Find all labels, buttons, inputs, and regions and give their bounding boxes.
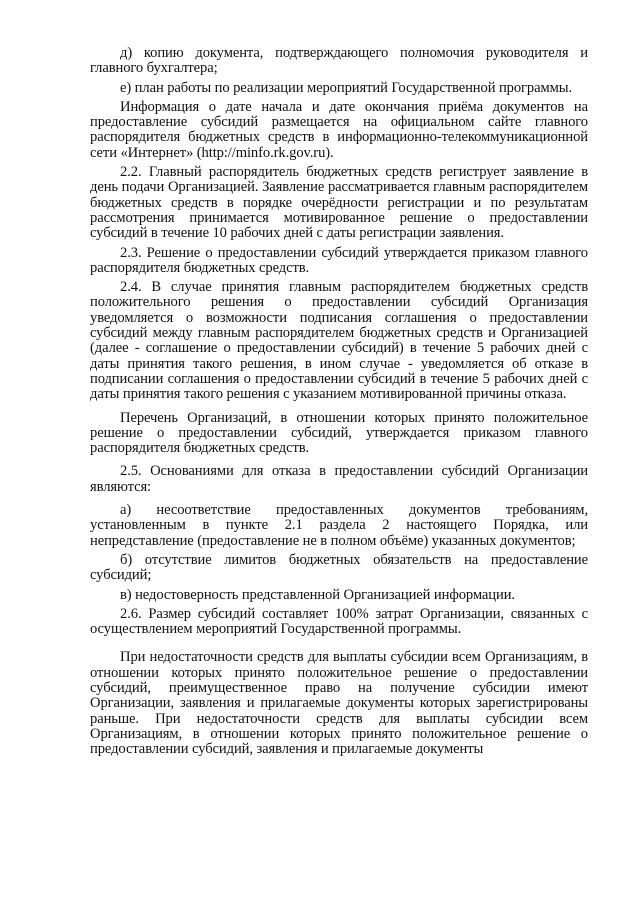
paragraph-insufficient-funds: При недостаточности средств для выплаты субсидии всем Организациям, в отношении которых принято положительное решение о предоставлении субсидий, преимущественное право на получение субсидии имеют Организации, заявления и прилагаемые документы которых зарегистрированы раньше. При недостаточности средств для выплаты субсидии всем Организациям, в отношении которых принято положительное решение о предоставлении субсидий, заявления и прилагаемые документы <box>90 649 588 758</box>
paragraph-org-list: Перечень Организаций, в отношении которых принято положительное решение о предоставлении субсидий, утверждается приказом главного распорядителя бюджетных средств. <box>90 409 588 457</box>
paragraph-2-3: 2.3. Решение о предоставлении субсидий утверждается приказом главного распорядителя бюджетных средств. <box>90 244 588 276</box>
paragraph-item-a: а) несоответствие предоставленных документов требованиям, установленным в пункте 2.1 раздела 2 настоящего Порядка, или непредставление (предоставление не в полном объёме) указанных документов; <box>90 502 588 549</box>
paragraph-item-v: в) недостоверность представленной Организацией информации. <box>120 586 515 603</box>
paragraph-2-6: 2.6. Размер субсидий составляет 100% затрат Организации, связанных с осуществлением мероприятий Государственной программы. <box>90 605 588 638</box>
paragraph-item-b: б) отсутствие лимитов бюджетных обязательств на предоставление субсидий; <box>90 551 588 584</box>
paragraph-item-d: д) копию документа, подтверждающего полномочия руководителя и главного бухгалтера; <box>90 45 588 77</box>
paragraph-2-4: 2.4. В случае принятия главным распорядителем бюджетных средств положительного решения о предоставлении субсидий Организация уведомляется о возможности подписания соглашения о предоставлении субсидий между главным распорядителем бюджетных средств и Организацией (далее - соглашение о предоставлении субсидий) в течение 5 рабочих дней с даты принятия такого решения, в ином случае - уведомляется об отказе в подписании соглашения о предоставлении субсидий в течение 5 рабочих дней с даты принятия такого решения с указанием мотивированной причины отказа. <box>90 279 588 403</box>
paragraph-info-dates: Информация о дате начала и дате окончания приёма документов на предоставление субсидий размещается на официальном сайте главного распорядителя бюджетных средств в информационно-телекоммуникационной сети «Интернет» (http://minfo.rk.gov.ru). <box>90 98 588 161</box>
paragraph-2-5: 2.5. Основаниями для отказа в предоставлении субсидий Организации являются: <box>90 463 588 495</box>
paragraph-item-e: е) план работы по реализации мероприятий Государственной программы. <box>120 79 573 96</box>
paragraph-2-2: 2.2. Главный распорядитель бюджетных средств региструет заявление в день подачи Организацией. Заявление рассматривается главным распорядителем бюджетных средств в порядке очерёдности регистрации и по результатам рассмотрения принимается мотивированное решение о предоставлении субсидий в течение 10 рабочих дней с даты регистрации заявления. <box>90 164 588 242</box>
document-page <box>90 46 588 757</box>
